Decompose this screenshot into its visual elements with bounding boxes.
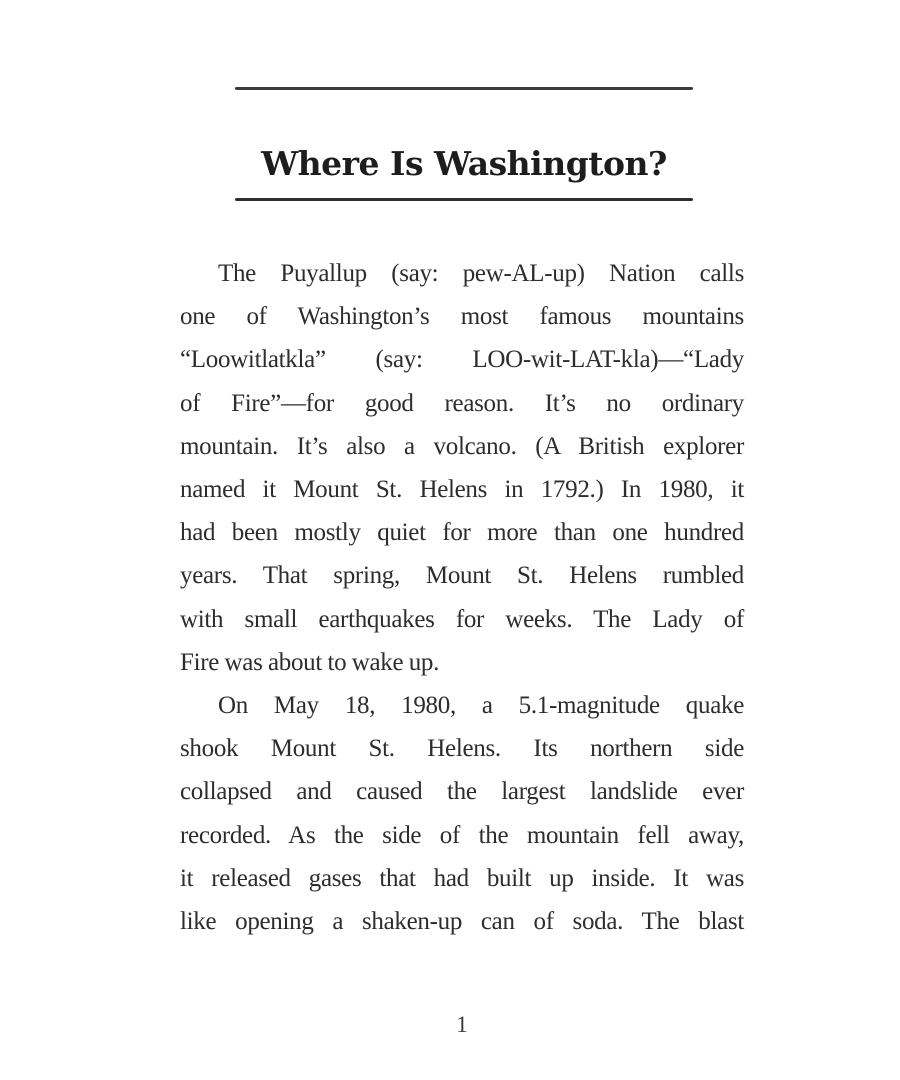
chapter-body	[180, 252, 744, 943]
text-line: The Puyallup (say: pew-AL-up) Nation calls	[218, 260, 744, 287]
text-line: years. That spring, Mount St. Helens rumbled	[180, 562, 744, 590]
divider-line-bottom	[235, 198, 693, 201]
text-line: named it Mount St. Helens in 1792.) In 1980, it	[180, 476, 744, 504]
text-line: mountain. It’s also a volcano. (A British explorer	[180, 432, 744, 460]
text-line: collapsed and caused the largest landslide ever	[180, 778, 744, 806]
text-line: one of Washington’s most famous mountains	[180, 303, 744, 331]
text-line: “Loowitlatkla” (say: LOO-wit-LAT-kla)—“Lady	[180, 346, 744, 374]
text-line: like opening a shaken-up can of soda. The blast	[180, 908, 744, 936]
divider-line-top	[235, 87, 693, 90]
text-line: had been mostly quiet for more than one hundred	[180, 519, 744, 547]
text-line: Fire was about to wake up.	[180, 648, 440, 676]
chapter-title: Where Is Washington?	[261, 144, 667, 184]
text-line: recorded. As the side of the mountain fell away,	[180, 821, 744, 849]
text-line: On May 18, 1980, a 5.1-magnitude quake	[218, 692, 744, 720]
text-line: of Fire”—for good reason. It’s no ordinary	[180, 389, 744, 417]
page-number: 1	[456, 1012, 468, 1037]
text-line: with small earthquakes for weeks. The Lady of	[180, 605, 744, 633]
text-line: shook Mount St. Helens. Its northern side	[180, 735, 744, 763]
text-line: it released gases that had built up inside. It was	[180, 864, 744, 892]
